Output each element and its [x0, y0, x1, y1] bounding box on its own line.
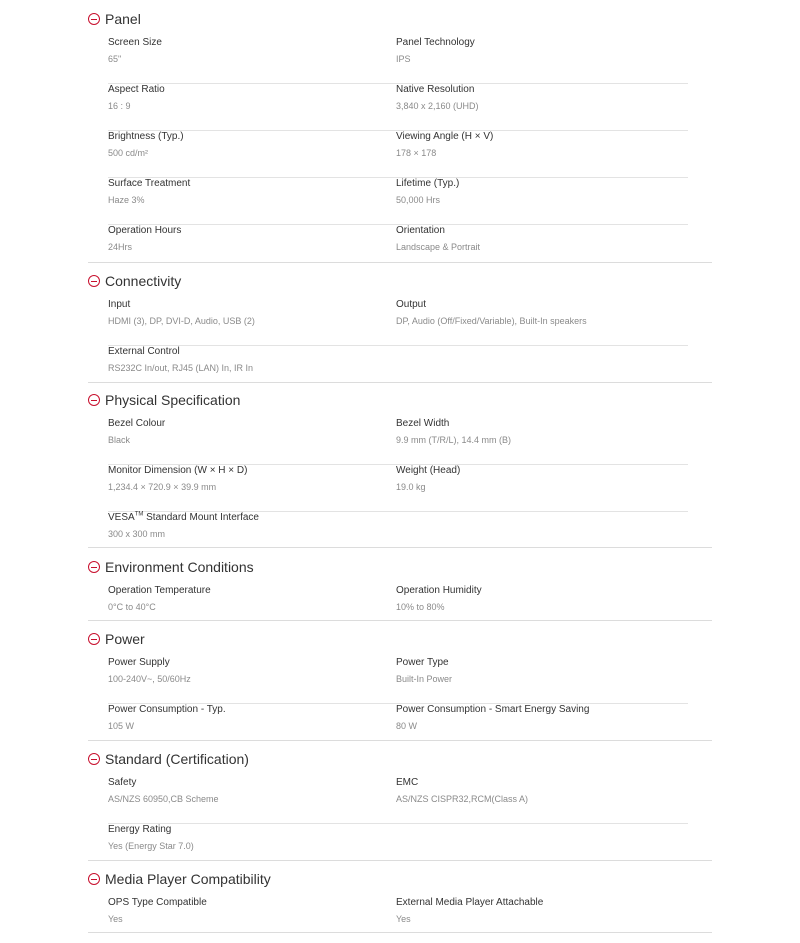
spec-label-text: Standard Mount Interface [143, 512, 259, 523]
spec-value: Haze 3% [108, 195, 145, 205]
spec-item [396, 130, 493, 159]
spec-item [396, 703, 589, 732]
spec-label: Brightness (Typ.) [108, 131, 184, 142]
spec-value: IPS [396, 54, 411, 64]
spec-value: 300 x 300 mm [108, 529, 166, 539]
spec-value: DP, Audio (Off/Fixed/Variable), Built-In speakers [396, 316, 587, 326]
spec-label: Safety [108, 777, 137, 788]
section-title: Power [105, 631, 145, 647]
spec-row [108, 224, 688, 271]
section-toggle[interactable] [88, 867, 271, 891]
section-toggle[interactable] [88, 388, 240, 412]
spec-row [108, 345, 688, 392]
spec-item [396, 298, 587, 327]
spec-section-environment-conditions [88, 555, 712, 621]
spec-value: Yes [396, 914, 411, 924]
spec-label: Power Type [396, 657, 449, 668]
spec-item [396, 36, 475, 65]
spec-value: Landscape & Portrait [396, 242, 481, 252]
minus-circle-icon [88, 13, 100, 25]
spec-row [108, 703, 688, 750]
spec-item [108, 417, 165, 446]
spec-label: Operation Humidity [396, 585, 482, 596]
spec-label: Power Consumption - Smart Energy Saving [396, 704, 590, 715]
spec-label: Orientation [396, 225, 445, 236]
spec-value: 50,000 Hrs [396, 195, 441, 205]
spec-label: Weight (Head) [396, 465, 461, 476]
spec-item [108, 224, 181, 253]
spec-section-media-player-compatibility [88, 867, 712, 933]
section-toggle[interactable] [88, 7, 141, 31]
spec-item [108, 823, 194, 852]
spec-item [108, 656, 191, 685]
spec-value: RS232C In/out, RJ45 (LAN) In, IR In [108, 363, 254, 373]
spec-label: Native Resolution [396, 84, 475, 95]
minus-circle-icon [88, 753, 100, 765]
minus-circle-icon [88, 873, 100, 885]
spec-value: 100-240V~, 50/60Hz [108, 674, 191, 684]
section-title: Standard (Certification) [105, 751, 249, 767]
spec-item [108, 776, 219, 805]
spec-label: EMC [396, 777, 419, 788]
spec-row [108, 896, 688, 943]
spec-section-physical-specification [88, 388, 712, 548]
spec-value: AS/NZS CISPR32,RCM(Class A) [396, 794, 529, 804]
minus-circle-icon [88, 561, 100, 573]
section-toggle[interactable] [88, 747, 249, 771]
spec-label: Panel Technology [396, 37, 475, 48]
spec-value: Yes [108, 914, 123, 924]
spec-item [396, 464, 460, 493]
spec-label: Energy Rating [108, 824, 172, 835]
spec-row [108, 298, 688, 346]
spec-label: Power Supply [108, 657, 170, 668]
section-toggle[interactable] [88, 627, 145, 651]
trademark-sup: TM [134, 511, 144, 518]
spec-label: Power Consumption - Typ. [108, 704, 226, 715]
spec-row [108, 130, 688, 178]
section-title: Panel [105, 11, 141, 27]
spec-value: Built-In Power [396, 674, 453, 684]
spec-row [108, 776, 688, 824]
spec-label: Output [396, 299, 427, 310]
spec-value: 65" [108, 54, 122, 64]
spec-label: Input [108, 299, 131, 310]
spec-item [108, 298, 255, 327]
spec-value: 80 W [396, 721, 418, 731]
spec-item [108, 896, 207, 925]
spec-value: 24Hrs [108, 242, 133, 252]
spec-row [108, 823, 688, 870]
spec-row [108, 36, 688, 84]
minus-circle-icon [88, 633, 100, 645]
spec-value: 10% to 80% [396, 602, 445, 612]
section-title: Environment Conditions [105, 559, 254, 575]
spec-row [108, 464, 688, 512]
spec-item [396, 224, 480, 253]
spec-row [108, 511, 688, 558]
spec-item [396, 177, 459, 206]
spec-label: Screen Size [108, 37, 162, 48]
spec-value: 0°C to 40°C [108, 602, 156, 612]
spec-value: 1,234.4 × 720.9 × 39.9 mm [108, 482, 217, 492]
spec-label: Aspect Ratio [108, 84, 165, 95]
spec-section-connectivity [88, 269, 712, 383]
spec-section-panel [88, 7, 712, 263]
minus-circle-icon [88, 394, 100, 406]
spec-label: Bezel Colour [108, 418, 166, 429]
spec-value: 16 : 9 [108, 101, 131, 111]
spec-item [396, 584, 482, 613]
spec-item [108, 584, 211, 613]
spec-item [396, 83, 479, 112]
section-title: Media Player Compatibility [105, 871, 271, 887]
spec-section-standard-certification [88, 747, 712, 861]
spec-label-text: VESA [108, 512, 135, 523]
minus-circle-icon [88, 275, 100, 287]
spec-label: Surface Treatment [108, 178, 191, 189]
spec-item [108, 177, 190, 206]
spec-row [108, 656, 688, 704]
spec-item [108, 464, 247, 493]
spec-value: 500 cd/m² [108, 148, 149, 158]
spec-row [108, 177, 688, 225]
spec-label: Viewing Angle (H × V) [396, 131, 494, 142]
spec-label: External Control [108, 346, 180, 357]
section-toggle[interactable] [88, 269, 181, 293]
spec-label: OPS Type Compatible [108, 897, 207, 908]
spec-value: 19.0 kg [396, 482, 426, 492]
spec-item [108, 36, 162, 65]
spec-item [108, 703, 226, 732]
spec-item [396, 776, 528, 805]
spec-value: Yes (Energy Star 7.0) [108, 841, 194, 851]
spec-value: 9.9 mm (T/R/L), 14.4 mm (B) [396, 435, 512, 445]
spec-label: Monitor Dimension (W × H × D) [108, 465, 248, 476]
spec-value: 105 W [108, 721, 135, 731]
spec-item [108, 83, 165, 112]
spec-item [396, 896, 543, 925]
section-title: Connectivity [105, 273, 182, 289]
spec-item [108, 511, 259, 540]
spec-label: Operation Hours [108, 225, 182, 236]
section-title: Physical Specification [105, 392, 241, 408]
spec-label: Bezel Width [396, 418, 450, 429]
spec-label: External Media Player Attachable [396, 897, 544, 908]
spec-value: 3,840 x 2,160 (UHD) [396, 101, 479, 111]
spec-label: Lifetime (Typ.) [396, 178, 460, 189]
section-toggle[interactable] [88, 555, 254, 579]
spec-value: HDMI (3), DP, DVI-D, Audio, USB (2) [108, 316, 255, 326]
spec-row [108, 584, 688, 631]
spec-item [108, 345, 253, 374]
spec-value: AS/NZS 60950,CB Scheme [108, 794, 219, 804]
spec-section-power [88, 627, 712, 741]
spec-item [396, 417, 511, 446]
spec-item [396, 656, 452, 685]
spec-row [108, 417, 688, 465]
spec-value: Black [108, 435, 131, 445]
spec-row [108, 83, 688, 131]
spec-label: Operation Temperature [108, 585, 211, 596]
spec-item [108, 130, 184, 159]
spec-label [108, 511, 259, 525]
spec-value: 178 × 178 [396, 148, 437, 158]
